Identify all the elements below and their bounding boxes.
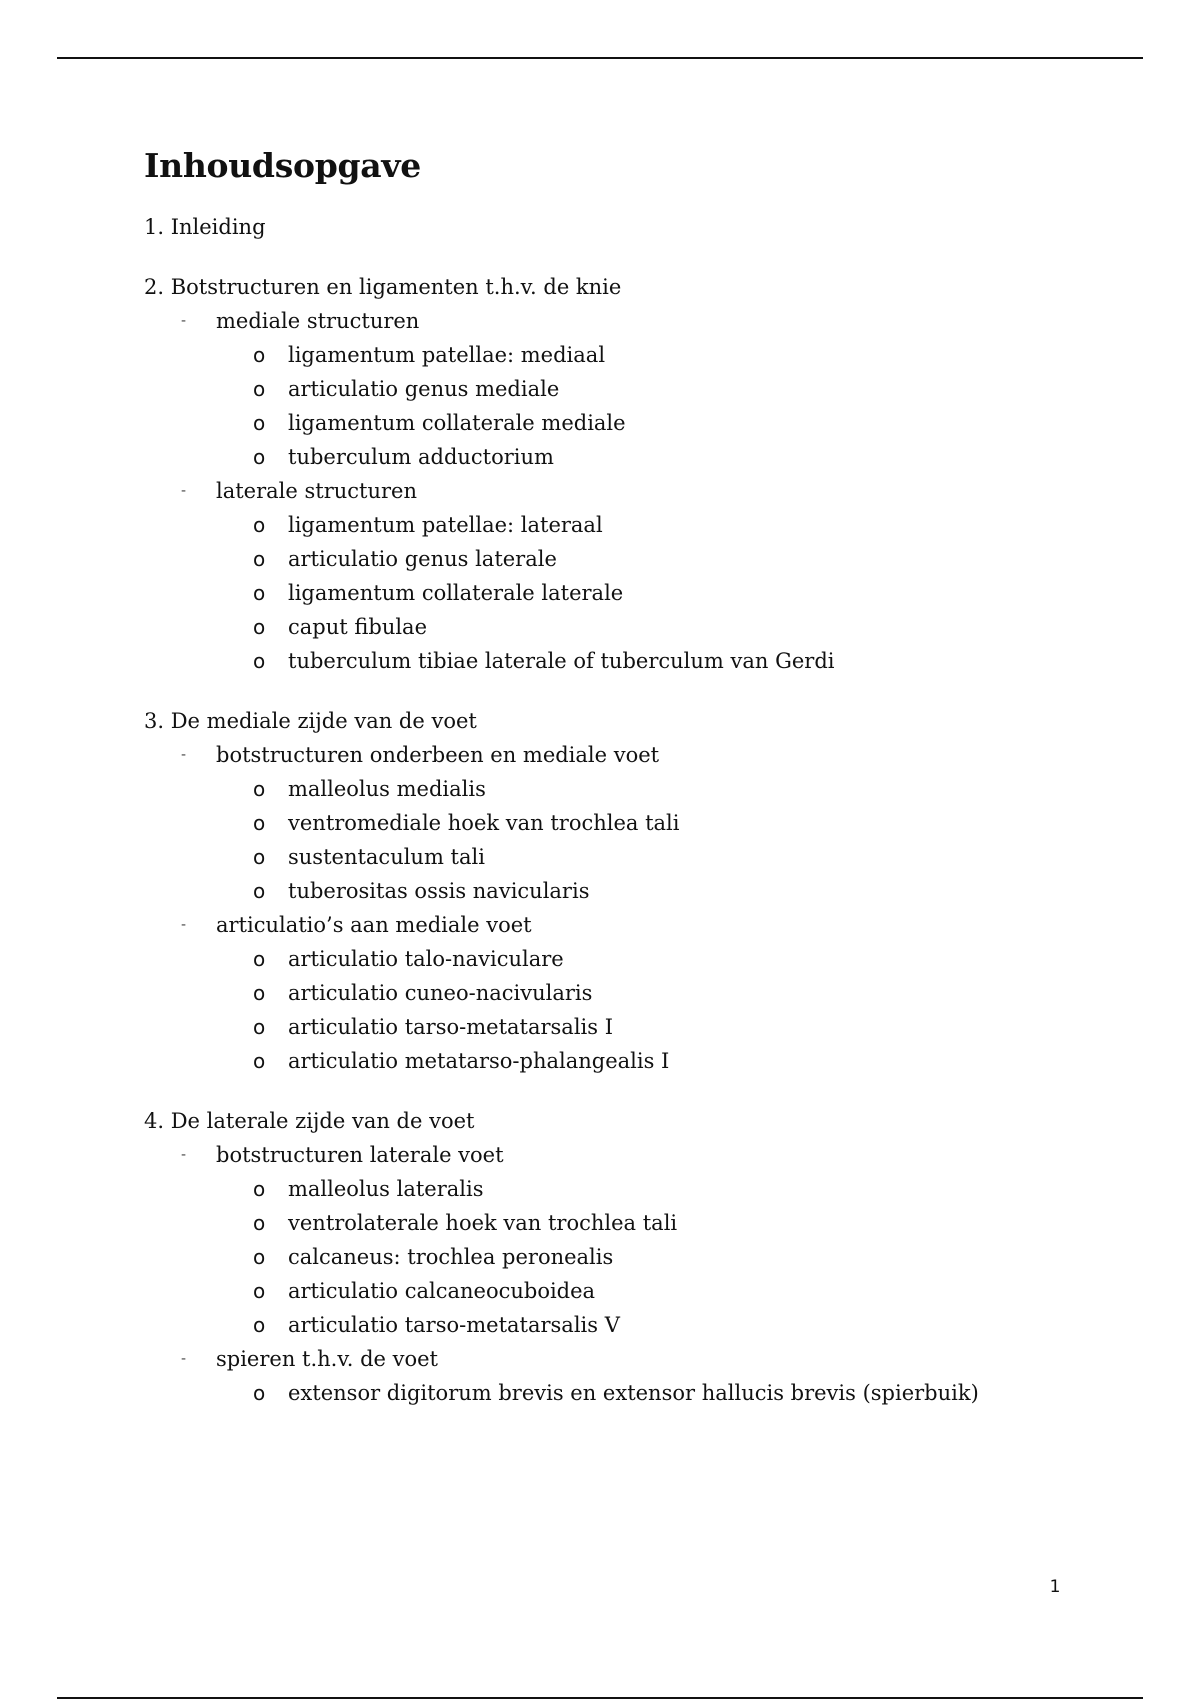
group-title-text: laterale structuren	[216, 479, 417, 503]
list-item-text: sustentaculum tali	[288, 845, 485, 869]
section-title: 3. De mediale zijde van de voet	[144, 709, 477, 733]
list-item-text: ligamentum collaterale mediale	[288, 411, 626, 435]
list-item-text: ligamentum collaterale laterale	[288, 581, 624, 605]
group-title	[144, 474, 1124, 508]
circle-bullet: o	[253, 1049, 266, 1073]
circle-bullet: o	[253, 981, 266, 1005]
bottom-border-line	[57, 1697, 1143, 1699]
circle-bullet: o	[253, 1279, 266, 1303]
list-item-text: ligamentum patellae: mediaal	[288, 343, 606, 367]
dash-bullet: -	[181, 313, 187, 329]
circle-bullet: o	[253, 879, 266, 903]
list-item	[144, 1044, 1124, 1078]
list-item	[144, 976, 1124, 1010]
circle-bullet: o	[253, 445, 266, 469]
list-item-text: caput fibulae	[288, 615, 428, 639]
circle-bullet: o	[253, 1381, 266, 1405]
list-item	[144, 1010, 1124, 1044]
dash-bullet: -	[181, 747, 187, 763]
group-title-text: mediale structuren	[216, 309, 420, 333]
list-item	[144, 1274, 1124, 1308]
list-item-text: ventrolaterale hoek van trochlea tali	[288, 1211, 678, 1235]
toc-group	[144, 1342, 1124, 1410]
circle-bullet: o	[253, 377, 266, 401]
list-item-text: tuberositas ossis navicularis	[288, 879, 590, 903]
list-item-text: articulatio cuneo-nacivularis	[288, 981, 593, 1005]
circle-bullet: o	[253, 649, 266, 673]
list-item	[144, 644, 1124, 678]
list-item-text: tuberculum adductorium	[288, 445, 554, 469]
list-item	[144, 338, 1124, 372]
list-item	[144, 874, 1124, 908]
circle-bullet: o	[253, 1015, 266, 1039]
list-item-text: articulatio genus laterale	[288, 547, 557, 571]
section-title: 1. Inleiding	[144, 215, 266, 239]
dash-bullet: -	[181, 1147, 187, 1163]
list-item-text: articulatio tarso-metatarsalis I	[288, 1015, 613, 1039]
toc-group	[144, 738, 1124, 908]
list-item	[144, 610, 1124, 644]
list-item	[144, 840, 1124, 874]
circle-bullet: o	[253, 513, 266, 537]
list-item	[144, 772, 1124, 806]
section-title: 4. De laterale zijde van de voet	[144, 1109, 475, 1133]
list-item-text: articulatio genus mediale	[288, 377, 560, 401]
table-of-contents	[144, 140, 1124, 1436]
circle-bullet: o	[253, 811, 266, 835]
circle-bullet: o	[253, 581, 266, 605]
toc-group	[144, 908, 1124, 1078]
list-item	[144, 1376, 1124, 1410]
list-item	[144, 806, 1124, 840]
section-title: 2. Botstructuren en ligamenten t.h.v. de knie	[144, 275, 622, 299]
toc-section	[144, 270, 1124, 678]
toc-sections	[144, 210, 1124, 1410]
group-title-text: botstructuren laterale voet	[216, 1143, 504, 1167]
circle-bullet: o	[253, 947, 266, 971]
circle-bullet: o	[253, 411, 266, 435]
list-item-text: malleolus medialis	[288, 777, 486, 801]
dash-bullet: -	[181, 917, 187, 933]
list-item-text: calcaneus: trochlea peronealis	[288, 1245, 614, 1269]
list-item-text: tuberculum tibiae laterale of tuberculum van Gerdi	[288, 649, 835, 673]
list-item	[144, 406, 1124, 440]
group-title	[144, 304, 1124, 338]
page-title: Inhoudsopgave	[144, 146, 421, 185]
group-title	[144, 908, 1124, 942]
toc-group	[144, 1138, 1124, 1342]
page-number: 1	[1049, 1577, 1061, 1597]
list-item	[144, 1172, 1124, 1206]
circle-bullet: o	[253, 615, 266, 639]
group-title-text: articulatio’s aan mediale voet	[216, 913, 532, 937]
list-item-text: malleolus lateralis	[288, 1177, 484, 1201]
circle-bullet: o	[253, 1245, 266, 1269]
circle-bullet: o	[253, 1211, 266, 1235]
list-item	[144, 372, 1124, 406]
list-item-text: articulatio calcaneocuboidea	[288, 1279, 596, 1303]
list-item	[144, 1206, 1124, 1240]
group-title	[144, 738, 1124, 772]
group-title	[144, 1342, 1124, 1376]
group-title-text: botstructuren onderbeen en mediale voet	[216, 743, 660, 767]
list-item	[144, 542, 1124, 576]
group-title-text: spieren t.h.v. de voet	[216, 1347, 438, 1371]
list-item	[144, 576, 1124, 610]
list-item-text: ventromediale hoek van trochlea tali	[288, 811, 680, 835]
list-item	[144, 1240, 1124, 1274]
list-item	[144, 942, 1124, 976]
dash-bullet: -	[181, 1351, 187, 1367]
list-item	[144, 1308, 1124, 1342]
list-item	[144, 508, 1124, 542]
toc-group	[144, 304, 1124, 474]
list-item-text: articulatio metatarso-phalangealis I	[288, 1049, 670, 1073]
dash-bullet: -	[181, 483, 187, 499]
toc-section	[144, 704, 1124, 1078]
list-item-text: articulatio talo-naviculare	[288, 947, 564, 971]
circle-bullet: o	[253, 845, 266, 869]
toc-group	[144, 474, 1124, 678]
list-item	[144, 440, 1124, 474]
circle-bullet: o	[253, 343, 266, 367]
circle-bullet: o	[253, 547, 266, 571]
list-item-text: extensor digitorum brevis en extensor hallucis brevis (spierbuik)	[288, 1381, 979, 1405]
top-border-line	[57, 57, 1143, 59]
list-item-text: articulatio tarso-metatarsalis V	[288, 1313, 620, 1337]
circle-bullet: o	[253, 1313, 266, 1337]
circle-bullet: o	[253, 1177, 266, 1201]
list-item-text: ligamentum patellae: lateraal	[288, 513, 603, 537]
group-title	[144, 1138, 1124, 1172]
toc-section	[144, 1104, 1124, 1410]
toc-section	[144, 210, 1124, 244]
circle-bullet: o	[253, 777, 266, 801]
